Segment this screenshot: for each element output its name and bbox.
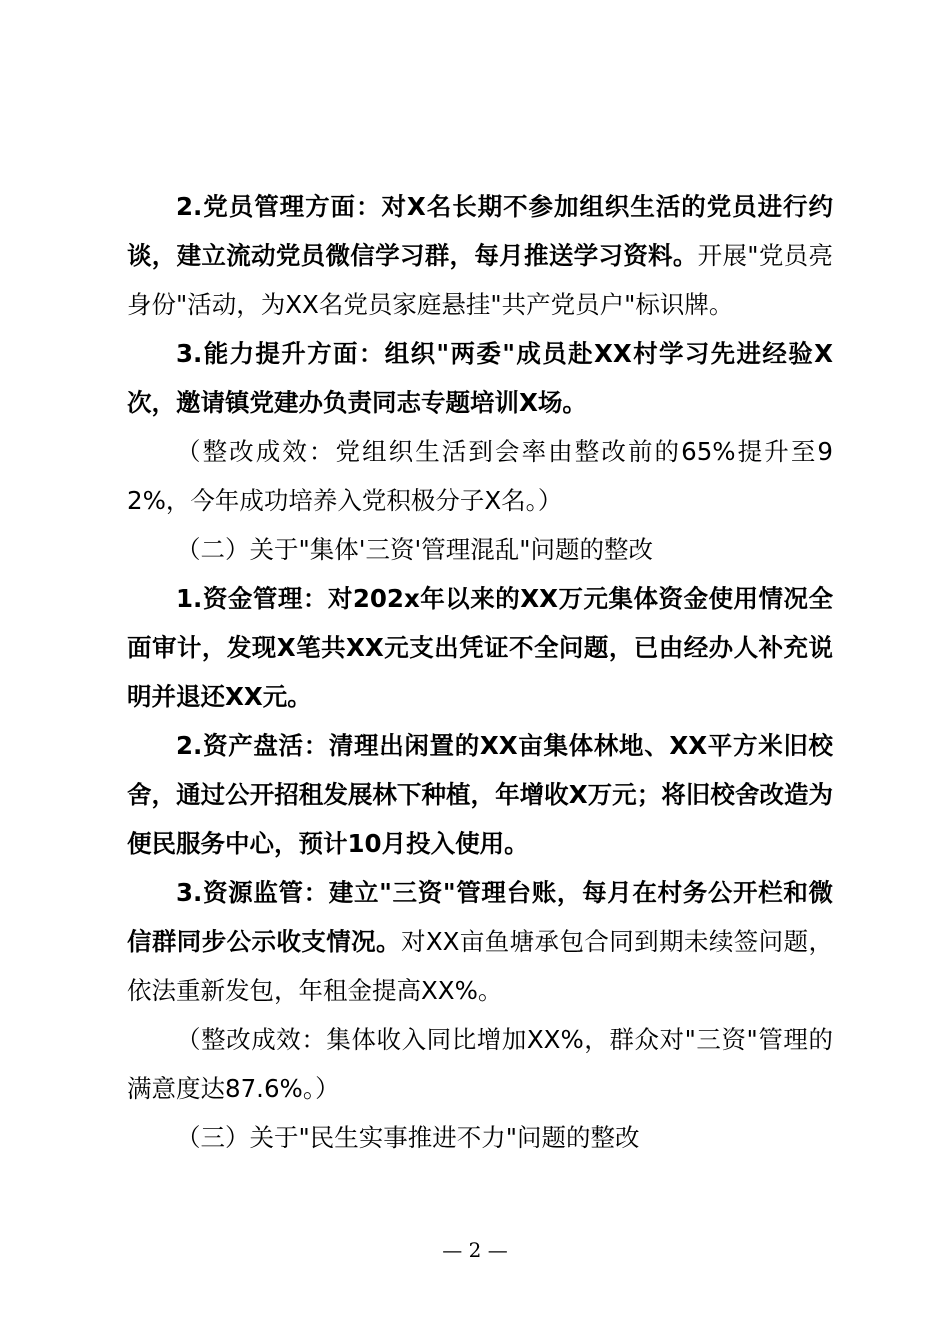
section-heading-two — [127, 525, 833, 574]
section-heading-three — [127, 1113, 833, 1162]
paragraph-fund-management — [127, 574, 833, 721]
paragraph-normal-text: 开展"党员亮身份"活动，为XX名党员家庭悬挂"共产党员户"标识牌。 — [127, 241, 833, 319]
paragraph-normal-text: （整改成效：党组织生活到会率由整改前的65%提升至92%，今年成功培养入党积极分子X名。） — [127, 437, 833, 515]
paragraph-capability-improvement — [127, 329, 833, 427]
paragraph-rectification-result-2 — [127, 1015, 833, 1113]
paragraph-bold-text: 2.党员管理方面：对X名长期不参加组织生活的党员进行约谈，建立流动党员微信学习群，每月推送学习资料。 — [127, 192, 833, 270]
paragraph-bold-text: 3.资源监管：建立"三资"管理台账，每月在村务公开栏和微信群同步公示收支情况。 — [127, 878, 833, 956]
paragraph-asset-revitalization — [127, 721, 833, 868]
paragraph-normal-text: （二）关于"集体'三资'管理混乱"问题的整改 — [176, 535, 654, 564]
paragraph-normal-text: 对XX亩鱼塘承包合同到期未续签问题，依法重新发包，年租金提高XX%。 — [127, 927, 833, 1005]
paragraph-bold-text: 2.资产盘活：清理出闲置的XX亩集体林地、XX平方米旧校舍，通过公开招租发展林下种植，年增收X万元；将旧校舍改造为便民服务中心，预计10月投入使用。 — [127, 731, 833, 858]
paragraph-rectification-result-1 — [127, 427, 833, 525]
paragraph-resource-supervision — [127, 868, 833, 1015]
paragraph-normal-text: （三）关于"民生实事推进不力"问题的整改 — [176, 1123, 640, 1152]
page-number: — 2 — — [442, 1238, 508, 1262]
document-body — [127, 182, 833, 1162]
paragraph-bold-text: 3.能力提升方面：组织"两委"成员赴XX村学习先进经验X次，邀请镇党建办负责同志专题培训X场。 — [127, 339, 833, 417]
paragraph-bold-text: 1.资金管理：对202x年以来的XX万元集体资金使用情况全面审计，发现X笔共XX元支出凭证不全问题，已由经办人补充说明并退还XX元。 — [127, 584, 833, 711]
paragraph-normal-text: （整改成效：集体收入同比增加XX%，群众对"三资"管理的满意度达87.6%。） — [127, 1025, 833, 1103]
paragraph-party-member-management — [127, 182, 833, 329]
